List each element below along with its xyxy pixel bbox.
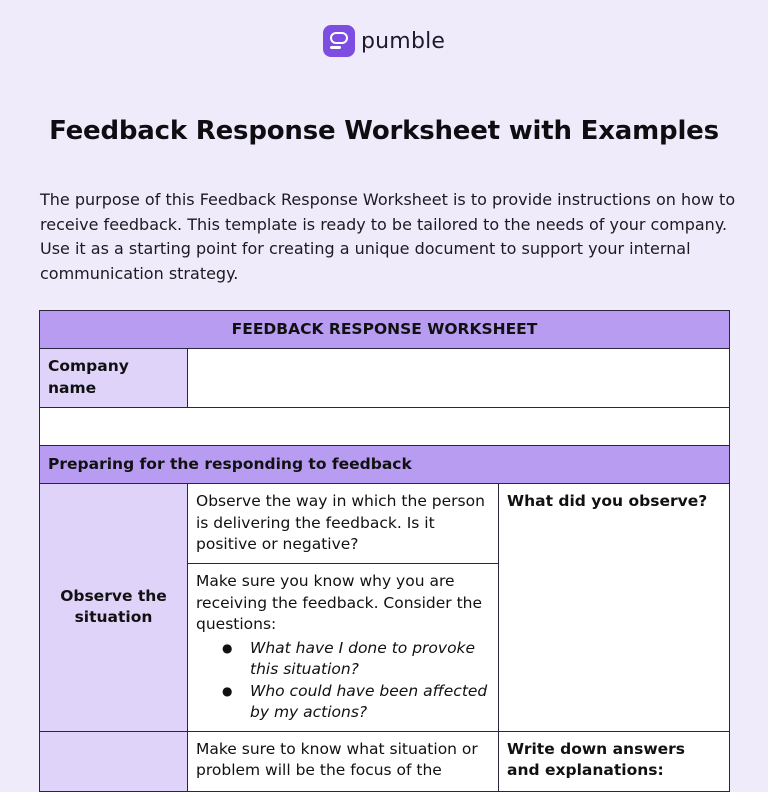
observe-instruction-2: Make sure you know why you are receiving the feedback. Consider the questions:	[196, 572, 483, 633]
observe-instruction-1: Observe the way in which the person is delivering the feedback. Is it positive or negative?	[188, 484, 499, 564]
list-item: ● Who could have been affected by my actions?	[250, 681, 490, 724]
observe-instruction-2-cell	[188, 564, 499, 732]
observe-questions-list	[196, 638, 490, 724]
brand-name: pumble	[361, 28, 446, 54]
page-title: Feedback Response Worksheet with Examples	[49, 116, 719, 146]
observe-answer-cell[interactable]	[499, 484, 730, 732]
next-instruction: Make sure to know what situation or problem will be the focus of the	[188, 731, 499, 791]
intro-paragraph: The purpose of this Feedback Response Worksheet is to provide instructions on how to receive feedback. This template is ready to be tailored to the needs of your company. Use it as a starting point for creating a unique document to support your internal communication strategy.	[40, 190, 736, 283]
worksheet-header: FEEDBACK RESPONSE WORKSHEET	[40, 311, 730, 349]
section-title: Preparing for the responding to feedback	[40, 446, 730, 484]
next-prompt: Write down answers and explanations:	[507, 739, 686, 779]
company-name-label: Company name	[40, 349, 188, 408]
observe-prompt: What did you observe?	[507, 492, 708, 510]
brand-logo	[323, 25, 445, 57]
list-item: ● What have I done to provoke this situation?	[250, 638, 490, 681]
next-step-label	[40, 731, 188, 791]
pumble-logo-icon	[323, 25, 355, 57]
blank-row	[40, 408, 730, 446]
company-name-field[interactable]	[188, 349, 730, 408]
feedback-worksheet-table	[39, 310, 730, 792]
next-answer-cell[interactable]	[499, 731, 730, 791]
observe-situation-label: Observe the situation	[40, 484, 188, 732]
